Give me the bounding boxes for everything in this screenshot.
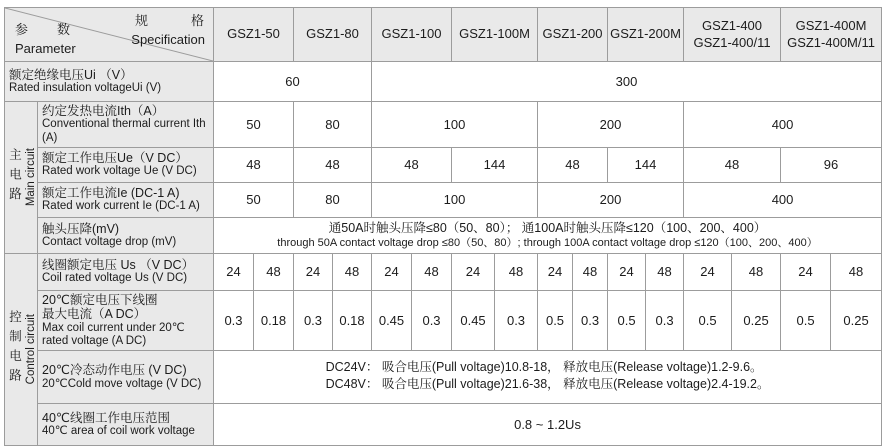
value-ue: 48 bbox=[294, 147, 372, 182]
section-main-circuit bbox=[5, 102, 38, 254]
value-ith: 80 bbox=[294, 102, 372, 148]
value-us: 24 bbox=[214, 253, 254, 290]
value-coil-a: 0.3 bbox=[214, 290, 254, 350]
value-coil-a: 0.18 bbox=[333, 290, 372, 350]
value-ie: 200 bbox=[538, 182, 684, 217]
value-ith: 200 bbox=[538, 102, 684, 148]
row-label-work-current: 额定工作电流Ie (DC-1 A) Rated work current Ie (DC-1 A) bbox=[38, 182, 214, 217]
row-label-coil-current: 20℃额定电压下线圈 最大电流（A DC） Max coil current under 20℃ rated voltage (A DC) bbox=[38, 290, 214, 350]
value-us: 24 bbox=[608, 253, 646, 290]
row-label-insulation: 额定绝缘电压Ui （V） Rated insulation voltageUi (V) bbox=[5, 62, 214, 102]
param-header bbox=[15, 20, 76, 58]
value-coil-a: 0.25 bbox=[732, 290, 781, 350]
row-label-coil-range: 40℃线圈工作电压范围 40℃ area of coil work voltage bbox=[38, 404, 214, 446]
value-ie: 50 bbox=[214, 182, 294, 217]
model-header-gsz1-50: GSZ1-50 bbox=[214, 8, 294, 62]
value-ie: 80 bbox=[294, 182, 372, 217]
value-coil-a: 0.3 bbox=[294, 290, 333, 350]
value-insulation-60: 60 bbox=[214, 62, 372, 102]
value-us: 48 bbox=[646, 253, 684, 290]
value-us: 24 bbox=[538, 253, 573, 290]
value-us: 24 bbox=[452, 253, 495, 290]
value-coil-a: 0.3 bbox=[412, 290, 452, 350]
value-ue: 48 bbox=[214, 147, 294, 182]
value-ith: 50 bbox=[214, 102, 294, 148]
value-ie: 100 bbox=[372, 182, 538, 217]
model-header-gsz1-200m: GSZ1-200M bbox=[608, 8, 684, 62]
spec-label-zh: 规 格 bbox=[134, 13, 205, 28]
section-control-zh: 控制电路 bbox=[7, 310, 22, 389]
model-header-gsz1-100: GSZ1-100 bbox=[372, 8, 452, 62]
value-insulation-300: 300 bbox=[372, 62, 882, 102]
value-coil-a: 0.5 bbox=[781, 290, 831, 350]
section-main-zh: 主电路 bbox=[7, 148, 22, 207]
model-header-gsz1-400m: GSZ1-400M GSZ1-400M/11 bbox=[781, 8, 882, 62]
value-coil-a: 0.18 bbox=[254, 290, 294, 350]
value-coil-a: 0.5 bbox=[538, 290, 573, 350]
row-label-work-voltage: 额定工作电压Ue（V DC） Rated work voltage Ue (V DC) bbox=[38, 147, 214, 182]
model-header-gsz1-200: GSZ1-200 bbox=[538, 8, 608, 62]
value-coil-a: 0.3 bbox=[573, 290, 608, 350]
value-coil-a: 0.5 bbox=[608, 290, 646, 350]
section-main-en: Main circuit bbox=[24, 148, 37, 207]
value-us: 48 bbox=[495, 253, 538, 290]
value-us: 24 bbox=[781, 253, 831, 290]
section-control-en: Control circuit bbox=[24, 314, 37, 385]
value-us: 24 bbox=[684, 253, 732, 290]
param-label-zh: 参 数 bbox=[15, 21, 72, 37]
param-label-en: Parameter bbox=[15, 40, 76, 56]
value-ue: 96 bbox=[781, 147, 882, 182]
value-us: 24 bbox=[372, 253, 412, 290]
value-ith: 400 bbox=[684, 102, 882, 148]
value-us: 48 bbox=[333, 253, 372, 290]
value-ue: 48 bbox=[372, 147, 452, 182]
value-coil-a: 0.45 bbox=[372, 290, 412, 350]
model-header-gsz1-400: GSZ1-400 GSZ1-400/11 bbox=[684, 8, 781, 62]
value-us: 48 bbox=[412, 253, 452, 290]
value-us: 48 bbox=[732, 253, 781, 290]
row-label-contact-drop: 触头压降(mV) Contact voltage drop (mV) bbox=[38, 217, 214, 253]
value-ue: 48 bbox=[538, 147, 608, 182]
model-header-gsz1-100m: GSZ1-100M bbox=[452, 8, 538, 62]
value-ue: 48 bbox=[684, 147, 781, 182]
value-us: 48 bbox=[573, 253, 608, 290]
value-coil-a: 0.3 bbox=[495, 290, 538, 350]
diagonal-header-cell bbox=[5, 8, 214, 62]
row-label-cold-move: 20℃冷态动作电压 (V DC) 20℃Cold move voltage (V DC) bbox=[38, 351, 214, 404]
spec-header bbox=[131, 11, 205, 49]
value-coil-a: 0.3 bbox=[646, 290, 684, 350]
value-us: 48 bbox=[831, 253, 882, 290]
value-coil-a: 0.45 bbox=[452, 290, 495, 350]
value-us: 24 bbox=[294, 253, 333, 290]
value-coil-a: 0.5 bbox=[684, 290, 732, 350]
value-ie: 400 bbox=[684, 182, 882, 217]
value-contact-drop: 通50A时触头压降≤80（50、80）； 通100A时触头压降≤120（100、200、400） through 50A contact voltage drop ≤80（50、80）; through 100A contact voltage drop ≤120（100、200、400） bbox=[214, 217, 882, 253]
value-ue: 144 bbox=[608, 147, 684, 182]
spec-label-en: Specification bbox=[131, 32, 205, 48]
value-cold-move: DC24V： 吸合电压(Pull voltage)10.8-18， 释放电压(Release voltage)1.2-9.6。 DC48V： 吸合电压(Pull voltage)21.6-38， 释放电压(Release voltage)2.4-19.2。 bbox=[214, 351, 882, 404]
section-control-circuit bbox=[5, 253, 38, 445]
value-ue: 144 bbox=[452, 147, 538, 182]
value-coil-a: 0.25 bbox=[831, 290, 882, 350]
row-label-thermal-current: 约定发热电流Ith（A） Conventional thermal current Ith (A) bbox=[38, 102, 214, 148]
value-coil-range: 0.8 ~ 1.2Us bbox=[214, 404, 882, 446]
row-label-coil-voltage: 线圈额定电压 Us （V DC） Coil rated voltage Us (V DC) bbox=[38, 253, 214, 290]
model-header-gsz1-80: GSZ1-80 bbox=[294, 8, 372, 62]
value-ith: 100 bbox=[372, 102, 538, 148]
value-us: 48 bbox=[254, 253, 294, 290]
spec-table bbox=[4, 7, 882, 446]
